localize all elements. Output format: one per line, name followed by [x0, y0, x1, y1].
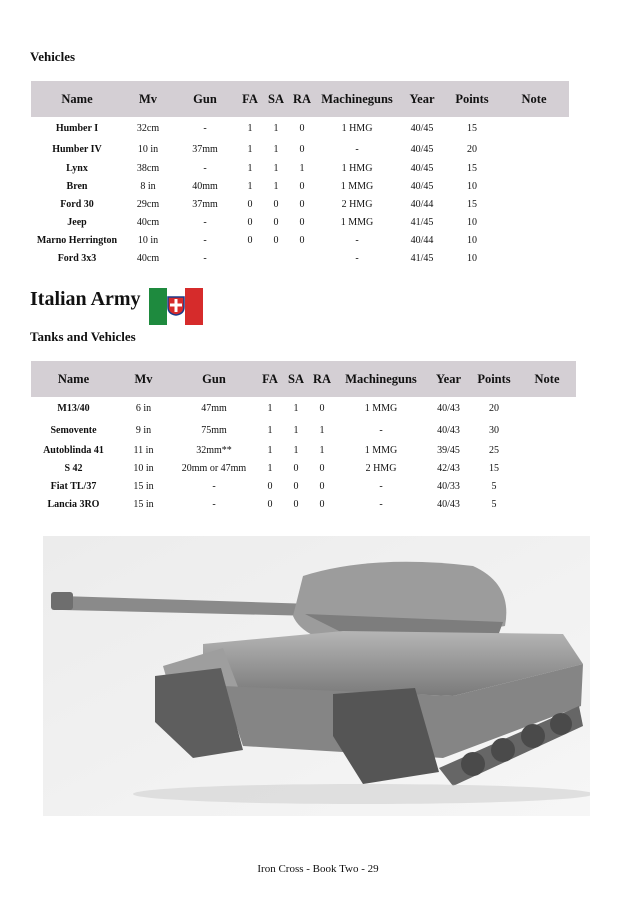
- table-row: [31, 397, 576, 420]
- cell-year: 41/45: [410, 216, 434, 228]
- cell-gun: 37mm: [192, 198, 218, 210]
- column-header-mv: Mv: [116, 361, 171, 397]
- cell-sa: 0: [273, 198, 279, 210]
- column-header-machineguns: Machineguns: [335, 361, 427, 397]
- flag-red-stripe: [185, 288, 203, 325]
- cell-fa: 1: [247, 122, 253, 134]
- cell-name: Marno Herrington: [36, 234, 118, 246]
- cell-sa: 1: [293, 444, 299, 456]
- table-row: [31, 159, 569, 177]
- cell-mv: 10 in: [133, 462, 154, 474]
- cell-mv: 15 in: [133, 498, 154, 510]
- savoy-shield-icon: [167, 296, 185, 316]
- cell-note: [518, 495, 576, 513]
- cell-fa: 0: [247, 216, 253, 228]
- cell-note: [499, 195, 569, 213]
- cell-name: Humber I: [55, 122, 99, 134]
- cell-points: 15: [489, 462, 499, 474]
- cell-points: 10: [467, 252, 477, 264]
- cell-ra: 0: [319, 462, 325, 474]
- cell-ra: 0: [299, 234, 305, 246]
- cell-machineguns: -: [355, 143, 359, 155]
- column-header-mv: Mv: [123, 81, 173, 117]
- cell-name: Fiat TL/37: [50, 480, 97, 492]
- cell-gun: -: [203, 216, 207, 228]
- cell-sa: 1: [293, 425, 299, 436]
- table-row: [31, 477, 576, 495]
- table-row: [31, 139, 569, 159]
- cell-gun: 32mm**: [196, 444, 232, 456]
- tank-photo: [43, 536, 590, 816]
- cell-ra: 0: [299, 198, 305, 210]
- cell-machineguns: -: [379, 480, 383, 492]
- cell-name: Ford 3x3: [57, 252, 97, 264]
- cell-machineguns: -: [355, 234, 359, 246]
- cell-mv: 10 in: [137, 143, 159, 155]
- cell-fa: 0: [267, 480, 273, 492]
- table-row: [31, 495, 576, 513]
- cell-note: [518, 420, 576, 441]
- cell-machineguns: -: [379, 498, 383, 510]
- cell-gun: -: [203, 234, 207, 246]
- cell-ra: 0: [299, 180, 305, 192]
- cell-gun: 47mm: [201, 403, 227, 414]
- cell-year: 41/45: [410, 252, 434, 264]
- cell-year: 40/43: [437, 498, 460, 510]
- cell-year: 42/43: [437, 462, 460, 474]
- cell-gun: -: [203, 252, 207, 264]
- cell-fa: 1: [247, 162, 253, 174]
- column-header-name: Name: [31, 361, 116, 397]
- cell-note: [518, 459, 576, 477]
- cell-name: Jeep: [67, 216, 87, 228]
- cell-ra: 0: [299, 143, 305, 155]
- cell-fa: 1: [247, 180, 253, 192]
- cell-points: 15: [467, 122, 477, 134]
- cell-points: 10: [467, 234, 477, 246]
- italian-army-heading: Italian Army: [30, 288, 141, 310]
- table-row: [31, 459, 576, 477]
- cell-note: [518, 477, 576, 495]
- cell-name: Autoblinda 41: [43, 444, 104, 456]
- cell-year: 39/45: [437, 444, 460, 456]
- column-header-ra: RA: [309, 361, 335, 397]
- cell-year: 40/44: [410, 198, 434, 210]
- cell-fa: 1: [267, 403, 273, 414]
- cell-gun: 37mm: [192, 143, 218, 155]
- cell-points: 30: [489, 425, 499, 436]
- cell-mv: 29cm: [136, 198, 160, 210]
- cell-fa: 1: [247, 143, 253, 155]
- column-header-note: Note: [499, 81, 569, 117]
- cell-machineguns: 2 HMG: [365, 462, 397, 474]
- column-header-fa: FA: [257, 361, 283, 397]
- vehicles-heading: Vehicles: [30, 49, 76, 64]
- cell-ra: 1: [319, 425, 325, 436]
- cell-fa: 0: [247, 234, 253, 246]
- column-header-year: Year: [399, 81, 445, 117]
- cell-machineguns: 1 HMG: [341, 162, 373, 174]
- column-header-fa: FA: [237, 81, 263, 117]
- cell-fa: 1: [267, 425, 273, 436]
- cell-gun: -: [212, 480, 216, 492]
- cell-name: M13/40: [57, 403, 90, 414]
- table-row: [31, 177, 569, 195]
- cell-name: Ford 30: [60, 198, 94, 210]
- cell-year: 40/45: [410, 122, 434, 134]
- table-row: [31, 117, 569, 139]
- cell-mv: 9 in: [135, 425, 152, 436]
- table-header-row: [31, 361, 576, 397]
- cell-name: Humber IV: [52, 143, 102, 155]
- cell-fa: 1: [267, 462, 273, 474]
- table-row: [31, 249, 569, 267]
- cell-fa: 0: [247, 198, 253, 210]
- cell-sa: 1: [273, 180, 279, 192]
- cell-note: [518, 441, 576, 459]
- cell-fa: 1: [267, 444, 273, 456]
- cell-sa: 1: [273, 122, 279, 134]
- cell-points: 10: [467, 180, 477, 192]
- italian-vehicles-table: [31, 361, 576, 513]
- cell-sa: [263, 249, 289, 267]
- cell-sa: 1: [293, 403, 299, 414]
- cell-sa: 0: [273, 216, 279, 228]
- cell-machineguns: -: [379, 425, 383, 436]
- cell-note: [499, 213, 569, 231]
- cell-sa: 1: [273, 162, 279, 174]
- cell-year: 40/33: [437, 480, 460, 492]
- cell-year: 40/45: [410, 180, 434, 192]
- cell-year: 40/43: [437, 425, 460, 436]
- cell-gun: -: [212, 498, 216, 510]
- flag-white-stripe: [167, 288, 185, 325]
- cell-points: 20: [489, 403, 499, 414]
- cell-mv: 15 in: [133, 480, 154, 492]
- tanks-and-vehicles-heading: Tanks and Vehicles: [30, 329, 136, 344]
- column-header-year: Year: [427, 361, 470, 397]
- table-row: [31, 441, 576, 459]
- cell-sa: 0: [293, 462, 299, 474]
- cell-fa: [237, 249, 263, 267]
- cell-note: [499, 249, 569, 267]
- cell-year: 40/45: [410, 162, 434, 174]
- cell-machineguns: 1 MMG: [340, 216, 374, 228]
- cell-mv: 6 in: [135, 403, 152, 414]
- column-header-sa: SA: [283, 361, 309, 397]
- cell-points: 25: [489, 444, 499, 456]
- cell-ra: 0: [319, 480, 325, 492]
- cell-note: [499, 177, 569, 195]
- cell-note: [499, 231, 569, 249]
- cell-year: 40/43: [437, 403, 460, 414]
- cell-machineguns: 1 HMG: [341, 122, 373, 134]
- cell-points: 15: [467, 198, 477, 210]
- cell-sa: 0: [293, 498, 299, 510]
- cell-ra: 0: [319, 498, 325, 510]
- cell-gun: 40mm: [192, 180, 218, 192]
- cell-gun: -: [203, 162, 207, 174]
- cell-name: S 42: [64, 462, 83, 474]
- cell-gun: -: [203, 122, 207, 134]
- cell-sa: 1: [273, 143, 279, 155]
- cell-mv: 10 in: [137, 234, 159, 246]
- cell-name: Lancia 3RO: [47, 498, 100, 510]
- table-row: [31, 213, 569, 231]
- column-header-sa: SA: [263, 81, 289, 117]
- cell-year: 40/45: [410, 143, 434, 155]
- cell-mv: 11 in: [133, 444, 154, 456]
- cell-points: 5: [491, 498, 497, 510]
- italian-flag: [149, 288, 203, 325]
- cell-ra: 1: [299, 162, 305, 174]
- cell-mv: 38cm: [136, 162, 160, 174]
- cell-fa: 0: [267, 498, 273, 510]
- column-header-gun: Gun: [171, 361, 257, 397]
- column-header-ra: RA: [289, 81, 315, 117]
- column-header-machineguns: Machineguns: [315, 81, 399, 117]
- cell-ra: 0: [299, 216, 305, 228]
- cell-mv: 40cm: [136, 252, 160, 264]
- cell-gun: 20mm or 47mm: [181, 462, 247, 474]
- cell-mv: 40cm: [136, 216, 160, 228]
- flag-green-stripe: [149, 288, 167, 325]
- column-header-name: Name: [31, 81, 123, 117]
- cell-machineguns: 2 HMG: [341, 198, 373, 210]
- cell-name: Semovente: [50, 425, 97, 436]
- table-row: [31, 195, 569, 213]
- cell-points: 20: [467, 143, 477, 155]
- cell-machineguns: 1 MMG: [364, 444, 398, 456]
- cell-note: [518, 397, 576, 420]
- table-header-row: [31, 81, 569, 117]
- cell-mv: 8 in: [140, 180, 156, 192]
- table-row: [31, 231, 569, 249]
- cell-sa: 0: [273, 234, 279, 246]
- cell-gun: 75mm: [201, 425, 227, 436]
- vehicles-table: [31, 81, 569, 267]
- cell-note: [499, 139, 569, 159]
- cell-name: Lynx: [66, 162, 88, 174]
- cell-points: 15: [467, 162, 477, 174]
- page-footer: Iron Cross - Book Two - 29: [257, 863, 379, 875]
- cell-year: 40/44: [410, 234, 434, 246]
- column-header-points: Points: [470, 361, 518, 397]
- cell-mv: 32cm: [136, 122, 160, 134]
- table-row: [31, 420, 576, 441]
- cell-ra: 0: [299, 122, 305, 134]
- cell-points: 10: [467, 216, 477, 228]
- cell-note: [499, 159, 569, 177]
- cell-points: 5: [491, 480, 497, 492]
- cell-ra: 1: [319, 444, 325, 456]
- cell-machineguns: 1 MMG: [340, 180, 374, 192]
- cell-machineguns: -: [355, 252, 359, 264]
- column-header-note: Note: [518, 361, 576, 397]
- cell-note: [499, 117, 569, 139]
- cell-ra: 0: [319, 403, 325, 414]
- column-header-gun: Gun: [173, 81, 237, 117]
- cell-ra: [289, 249, 315, 267]
- column-header-points: Points: [445, 81, 499, 117]
- cell-machineguns: 1 MMG: [364, 403, 398, 414]
- cell-sa: 0: [293, 480, 299, 492]
- cell-name: Bren: [66, 180, 88, 192]
